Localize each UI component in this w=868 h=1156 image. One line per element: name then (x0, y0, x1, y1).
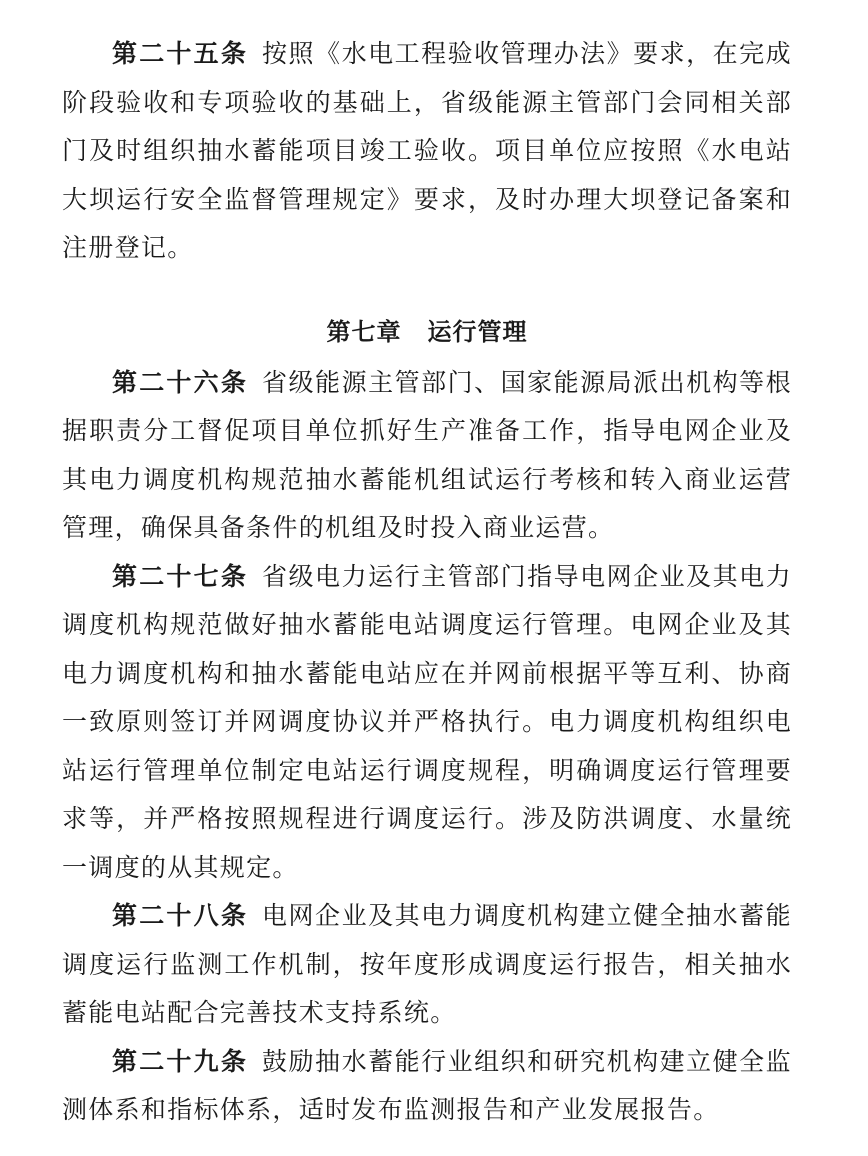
article-text: 省级能源主管部门、国家能源局派出机构等根据职责分工督促项目单位抓好生产准备工作，指导电网企业及其电力调度机构规范抽水蓄能机组试运行考核和转入商业运营管理，确保具备条件的机组及时投入商业运营。 (62, 367, 792, 542)
article-26 (62, 359, 792, 553)
article-label: 第二十五条 (112, 39, 249, 68)
article-25 (62, 30, 792, 273)
article-label: 第二十七条 (112, 561, 249, 591)
article-28 (62, 892, 792, 1038)
document-page (62, 30, 792, 1135)
article-text: 省级电力运行主管部门指导电网企业及其电力调度机构规范做好抽水蓄能电站调度运行管理。电网企业及其电力调度机构和抽水蓄能电站应在并网前根据平等互利、协商一致原则签订并网调度协议并严格执行。电力调度机构组织电站运行管理单位制定电站运行调度规程，明确调度运行管理要求等，并严格按照规程进行调度运行。涉及防洪调度、水量统一调度的从其规定。 (62, 561, 792, 882)
article-label: 第二十八条 (112, 901, 249, 930)
article-text: 鼓励抽水蓄能行业组织和研究机构建立健全监测体系和指标体系，适时发布监测报告和产业发展报告。 (62, 1046, 792, 1124)
article-label: 第二十九条 (112, 1046, 249, 1076)
chapter-number: 第七章 (326, 317, 402, 346)
article-text: 按照《水电工程验收管理办法》要求，在完成阶段验收和专项验收的基础上，省级能源主管部门会同相关部门及时组织抽水蓄能项目竣工验收。项目单位应按照《水电站大坝运行安全监督管理规定》要求，及时办理大坝登记备案和注册登记。 (62, 39, 792, 262)
article-29 (62, 1038, 792, 1135)
article-text: 电网企业及其电力调度机构建立健全抽水蓄能调度运行监测工作机制，按年度形成调度运行报告，相关抽水蓄能电站配合完善技术支持系统。 (62, 901, 792, 1027)
chapter-title: 运行管理 (427, 317, 528, 346)
article-27 (62, 553, 792, 893)
article-label: 第二十六条 (112, 367, 249, 397)
chapter-heading (62, 308, 792, 356)
